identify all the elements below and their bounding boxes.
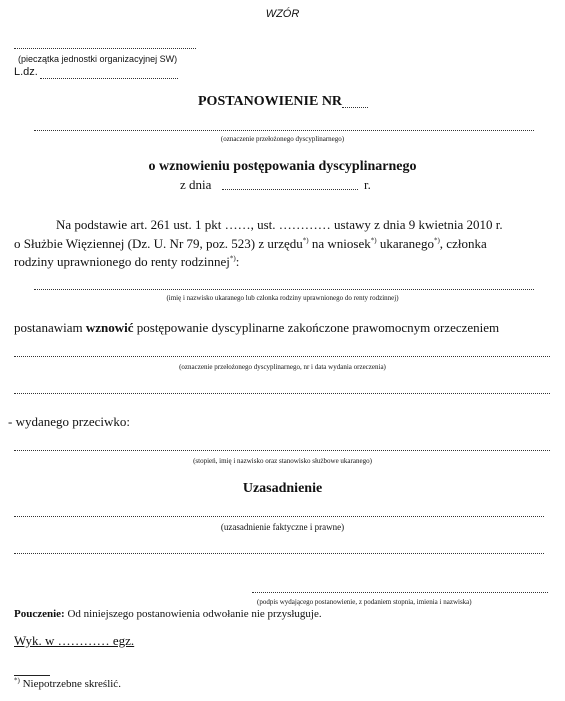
date-prefix: z dnia xyxy=(180,177,212,192)
legal-basis-text-d: , członka xyxy=(439,236,487,251)
person-line xyxy=(34,289,534,290)
justification-title: Uzasadnienie xyxy=(242,481,323,496)
person-caption: (imię i nazwisko ukaranego lub członka rodziny uprawnionego do renty rodzinnej) xyxy=(166,294,399,302)
official-line xyxy=(34,130,534,131)
legal-basis-text-f: : xyxy=(235,254,240,269)
date-line xyxy=(222,189,358,190)
legal-basis-line-2 xyxy=(14,236,487,252)
justification-line-1 xyxy=(14,516,544,517)
instruction xyxy=(14,608,322,620)
footnote xyxy=(14,678,121,690)
decision-line xyxy=(14,320,499,336)
decision-verb: wznowić xyxy=(85,320,134,335)
justification-caption: (uzasadnienie faktyczne i prawne) xyxy=(220,522,345,532)
legal-basis-line-3 xyxy=(14,254,239,270)
ruling-line-2 xyxy=(14,393,550,394)
legal-basis-line-1: Na podstawie art. 261 ust. 1 pkt ……, ust. ………… ustawy z dnia 9 kwietnia 2010 r. xyxy=(56,217,503,232)
ldz-line xyxy=(40,78,178,79)
footnote-ref-2: *) xyxy=(370,236,377,245)
justification-line-2 xyxy=(14,553,544,554)
ruling-line xyxy=(14,356,550,357)
template-label: WZÓR xyxy=(265,8,300,20)
decision-prefix: postanawiam xyxy=(14,320,86,335)
instruction-label: Pouczenie: xyxy=(14,608,65,620)
stamp-caption: (pieczątka jednostki organizacyjnej SW) xyxy=(18,54,178,64)
legal-basis-text-a: o Służbie Więziennej (Dz. U. Nr 79, poz. 523) z urzędu xyxy=(14,236,303,251)
decision-suffix: postępowanie dyscyplinarne zakończone prawomocnym orzeczeniem xyxy=(133,320,500,335)
signature-caption: (podpis wydającego postanowienie, z podaniem stopnia, imienia i nazwiska) xyxy=(257,598,472,606)
rank-caption: (stopień, imię i nazwisko oraz stanowisko służbowe ukaranego) xyxy=(193,457,372,465)
legal-basis-text-e: rodziny uprawnionego do renty rodzinnej xyxy=(14,254,230,269)
number-line xyxy=(342,107,368,108)
signature-line xyxy=(252,592,548,593)
stamp-line xyxy=(14,48,196,49)
date-suffix: r. xyxy=(364,177,371,192)
document-title: POSTANOWIENIE NR xyxy=(198,94,343,109)
footnote-mark: *) xyxy=(14,676,20,685)
official-caption: (oznaczenie przełożonego dyscyplinarnego) xyxy=(220,135,345,143)
ldz-label: L.dz. xyxy=(14,66,38,78)
document-subtitle: o wznowieniu postępowania dyscyplinarnego xyxy=(148,159,417,174)
rank-line xyxy=(14,450,550,451)
legal-basis-text-c: ukaranego xyxy=(376,236,434,251)
footnote-ref-1: *) xyxy=(302,236,309,245)
instruction-text: Od niniejszego postanowienia odwołanie nie przysługuje. xyxy=(64,608,322,620)
against-label: - wydanego przeciwko: xyxy=(8,414,131,429)
footnote-ref-4: *) xyxy=(229,254,236,263)
footnote-text: Niepotrzebne skreślić. xyxy=(19,678,121,690)
ruling-caption: (oznaczenie przełożonego dyscyplinarnego, nr i data wydania orzeczenia) xyxy=(179,363,386,371)
legal-basis-text-b: na wniosek xyxy=(308,236,371,251)
copies-line: Wyk. w ………… egz. xyxy=(14,633,135,648)
footnote-ref-3: *) xyxy=(433,236,440,245)
